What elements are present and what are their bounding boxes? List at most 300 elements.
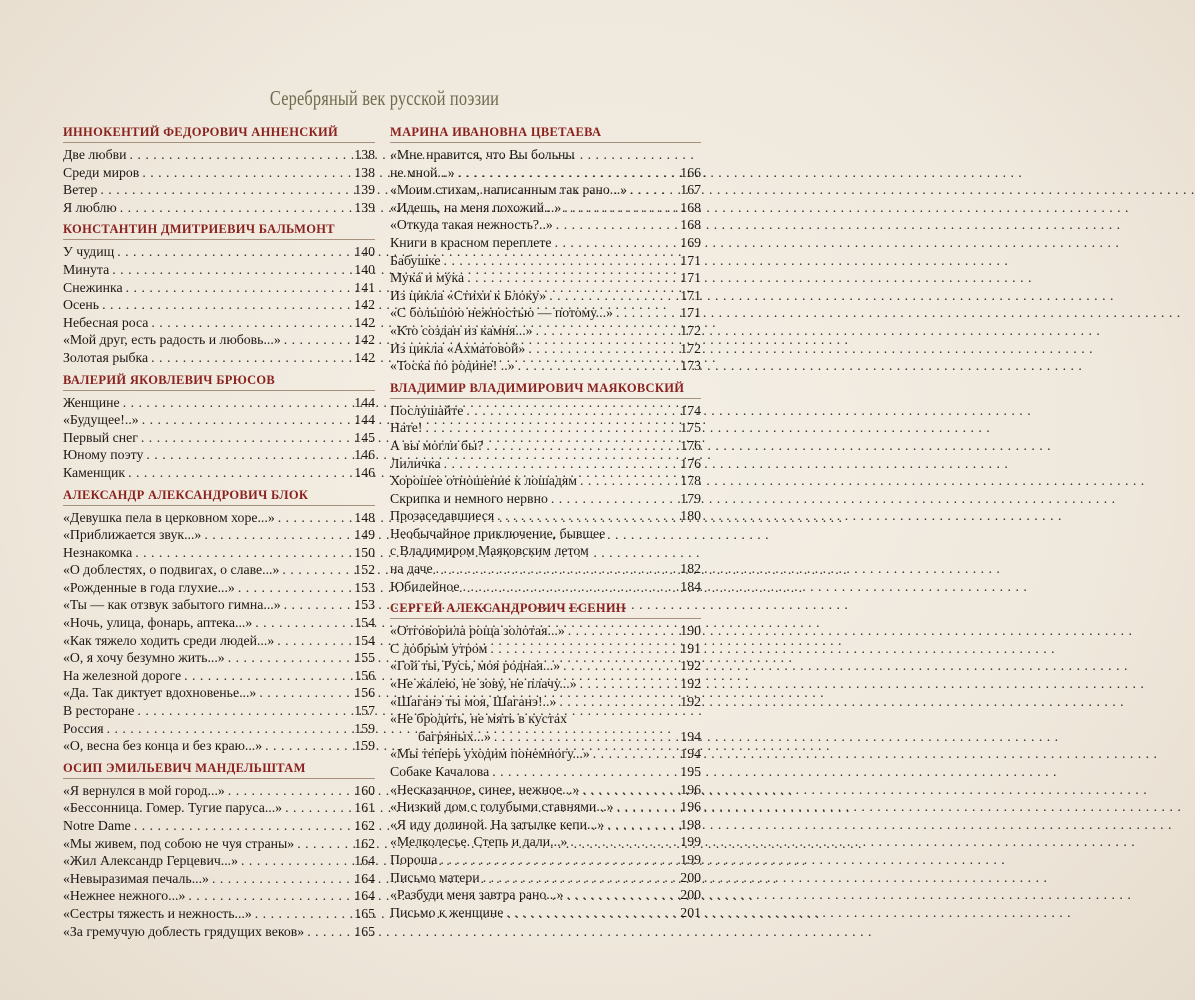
toc-entry[interactable] (390, 455, 701, 473)
page-number: 192 (680, 658, 701, 674)
toc-entry[interactable] (390, 833, 701, 851)
entry-title: Первый снег (63, 429, 138, 445)
page-number: 192 (680, 693, 701, 709)
entry-title: Мукá и мýка (390, 270, 465, 286)
page-number: 200 (680, 887, 701, 903)
page-number: 175 (680, 420, 701, 436)
page-number: 142 (354, 332, 375, 348)
toc-entry[interactable] (390, 781, 701, 799)
dot-leader (112, 261, 351, 279)
dot-leader (307, 923, 351, 941)
toc-entry[interactable] (63, 279, 375, 297)
dot-leader (297, 835, 351, 853)
right-column (390, 125, 701, 921)
toc-entry[interactable] (63, 614, 375, 632)
entry-title: Собаке Качалова (390, 764, 490, 779)
entry-title: Прозаседавшиеся (390, 508, 495, 524)
entry-title: «Откуда такая нежность?..» (390, 217, 553, 233)
entry-title: Лиличка (390, 455, 441, 471)
entry-title: «Рожденные в года глухие...» (63, 579, 235, 595)
toc-entry[interactable] (63, 887, 375, 905)
entry-title: Пороша (390, 851, 438, 867)
entry-title: Послушайте (390, 402, 464, 418)
toc-entry[interactable] (390, 507, 701, 525)
toc-entry[interactable] (390, 340, 701, 358)
page-number: 191 (680, 640, 701, 656)
page-number: 161 (354, 800, 375, 816)
dot-leader (204, 526, 351, 544)
page-number: 162 (354, 835, 375, 851)
author-heading: ИННОКЕНТИЙ ФЕДОРОВИЧ АННЕНСКИЙ (63, 125, 375, 143)
entry-title: Каменщик (63, 464, 126, 480)
page-number: 156 (354, 685, 375, 701)
page-number: 142 (354, 349, 375, 365)
toc-entry[interactable] (63, 649, 375, 667)
section-mayakovsky (390, 381, 701, 596)
entry-title: Небесная роса (63, 314, 149, 330)
dot-leader (120, 199, 352, 217)
dot-leader (536, 322, 678, 340)
dot-leader (278, 509, 352, 527)
dot-leader (551, 490, 677, 508)
page-number: 173 (680, 358, 701, 374)
dot-leader (212, 870, 351, 888)
toc-entry[interactable] (63, 579, 375, 597)
entry-title: «Разбуди меня завтра рано...» (390, 887, 564, 903)
page-number: 153 (354, 597, 375, 613)
page-number: 167 (680, 182, 701, 198)
toc-entry[interactable] (390, 437, 701, 455)
toc-entry[interactable] (390, 357, 701, 375)
page-number: 146 (354, 464, 375, 480)
dot-leader (458, 164, 678, 182)
page-number: 172 (680, 322, 701, 338)
toc-entry[interactable] (390, 419, 701, 437)
page-number: 168 (680, 199, 701, 215)
page-number: 159 (354, 720, 375, 736)
page-number: 141 (354, 279, 375, 295)
toc-entry[interactable] (390, 869, 701, 887)
entry-title: не мной...» (390, 164, 455, 180)
dot-leader (444, 455, 678, 473)
entry-title: Бабушке (390, 252, 441, 268)
dot-leader (130, 146, 352, 164)
dot-leader (564, 199, 677, 217)
dot-leader (228, 649, 352, 667)
page-number: 200 (680, 869, 701, 885)
page-number: 152 (354, 562, 375, 578)
dot-leader (617, 798, 678, 816)
toc-entry[interactable] (63, 782, 375, 800)
dot-leader (142, 164, 351, 182)
toc-entry[interactable] (63, 817, 375, 835)
toc-entry[interactable] (390, 798, 701, 816)
entry-title: «Несказанное, синее, нежное...» (390, 781, 580, 797)
entry-title: «Моим стихам, написанным так рано...» (390, 182, 628, 198)
page-number: 164 (354, 888, 375, 904)
toc-entry[interactable] (63, 429, 375, 447)
page-number: 171 (680, 270, 701, 286)
entry-title: багряных...» (418, 728, 491, 744)
dot-leader (630, 181, 677, 199)
toc-entry[interactable] (63, 737, 375, 755)
dot-leader (467, 269, 677, 287)
page-number: 194 (680, 728, 701, 744)
page-number: 184 (680, 578, 701, 594)
section-annensky (63, 125, 375, 216)
entry-title: Юному поэту (63, 447, 144, 463)
page-number: 196 (680, 781, 701, 797)
toc-entry[interactable] (63, 509, 375, 527)
toc-entry[interactable] (63, 261, 375, 279)
toc-entry[interactable] (390, 640, 701, 658)
dot-leader (241, 852, 351, 870)
page-number: 178 (680, 473, 701, 489)
toc-entry[interactable] (390, 675, 701, 693)
entry-title: «Ты — как отзвук забытого гимна...» (63, 597, 281, 613)
page-number: 156 (354, 667, 375, 683)
entry-title: «Жил Александр Герцевич...» (63, 853, 239, 869)
page-number: 199 (680, 834, 701, 850)
toc-entry[interactable] (63, 164, 375, 182)
entry-title: на даче (390, 561, 433, 577)
page-number: 148 (354, 509, 375, 525)
entry-title: «О, весна без конца и без краю...» (63, 738, 263, 754)
toc-entry[interactable] (63, 146, 375, 164)
page-number: 174 (680, 402, 701, 418)
page-number: 196 (680, 799, 701, 815)
entry-title: «Приближается звук...» (63, 527, 202, 543)
dot-leader (265, 737, 351, 755)
author-heading: КОНСТАНТИН ДМИТРИЕВИЧ БАЛЬМОНТ (63, 222, 375, 240)
dot-leader (188, 887, 351, 905)
toc-entry[interactable] (63, 870, 375, 888)
page-number: 159 (354, 738, 375, 754)
toc-entry[interactable] (390, 657, 701, 675)
entry-title: «Шаганэ ты моя, Шаганэ!..» (390, 693, 557, 709)
toc-entry[interactable] (63, 181, 375, 199)
entry-title-line: «Не бродить, не мять в кустах (390, 711, 567, 727)
toc-entry[interactable] (390, 402, 701, 420)
dot-leader (556, 216, 678, 234)
toc-entry[interactable] (63, 852, 375, 870)
toc-entry[interactable] (63, 632, 375, 650)
section-esenin (390, 601, 701, 921)
page-number: 166 (680, 164, 701, 180)
entry-title: Минута (63, 261, 110, 277)
entry-title: Юбилейное (390, 578, 460, 594)
entry-title: «Я вернулся в мой город...» (63, 782, 225, 798)
entry-title: Хорошее отношение к лошадям (390, 473, 578, 489)
entry-title: «Как тяжело ходить среди людей...» (63, 632, 275, 648)
entry-title: Письмо матери (390, 869, 480, 885)
entry-title: «Невыразимая печаль...» (63, 870, 209, 886)
dot-leader (444, 252, 678, 270)
toc-entry[interactable] (390, 164, 701, 182)
toc-entry[interactable] (63, 544, 375, 562)
entry-title: Письмо к женщине (390, 904, 504, 920)
toc-entry[interactable] (63, 923, 375, 941)
toc-entry[interactable] (63, 464, 375, 482)
toc-entry[interactable] (390, 560, 701, 578)
dot-leader (277, 632, 351, 650)
entry-title: «Отговорила роща золотая...» (390, 623, 565, 639)
entry-title: На железной дороге (63, 667, 182, 683)
entry-title: С добрым утром (390, 640, 488, 656)
toc-entry[interactable] (63, 296, 375, 314)
dot-leader (126, 279, 352, 297)
toc-entry[interactable] (390, 851, 701, 869)
entry-title: Книги в красном переплете (390, 234, 552, 250)
dot-leader (490, 640, 677, 658)
toc-entry[interactable] (63, 835, 375, 853)
page-number: 179 (680, 490, 701, 506)
page-number: 154 (354, 632, 375, 648)
dot-leader (228, 782, 352, 800)
entry-title: Нате! (390, 420, 423, 436)
entry-title-line: «Мне нравится, что Вы больны (390, 147, 575, 162)
entry-title: А вы могли бы? (390, 437, 484, 453)
entry-title: «С большою нежностью — потому...» (390, 305, 613, 321)
toc-entry[interactable] (390, 472, 701, 490)
dot-leader (146, 446, 351, 464)
author-heading: МАРИНА ИВАНОВНА ЦВЕТАЕВА (390, 125, 701, 143)
entry-title: «Не жалею, не зову, не плачу...» (390, 676, 577, 692)
page-number: 142 (354, 297, 375, 313)
entry-title: «Мелколесье. Степь и дали...» (390, 834, 568, 850)
page-number: 160 (354, 782, 375, 798)
dot-leader (549, 287, 677, 305)
page-number: 153 (354, 579, 375, 595)
dot-leader (135, 544, 351, 562)
dot-leader (567, 886, 678, 904)
page-number: 171 (680, 305, 701, 321)
page-number: 180 (680, 508, 701, 524)
entry-title: «Да. Так диктует вдохновенье...» (63, 685, 257, 701)
dot-leader (255, 905, 352, 923)
entry-title: «Бессонница. Гомер. Тугие паруса...» (63, 800, 283, 816)
page-number: 192 (680, 676, 701, 692)
entry-title: Я люблю (63, 199, 117, 215)
toc-entry[interactable] (390, 252, 701, 270)
author-heading: ВАЛЕРИЙ ЯКОВЛЕВИЧ БРЮСОВ (63, 373, 375, 391)
dot-leader (141, 429, 351, 447)
toc-entry[interactable] (390, 578, 701, 596)
toc-entry[interactable] (390, 199, 701, 217)
toc-entry[interactable] (390, 886, 701, 904)
dot-leader (492, 763, 677, 781)
dot-leader (284, 331, 352, 349)
page-number: 176 (680, 437, 701, 453)
toc-entry[interactable] (63, 596, 375, 614)
toc-entry[interactable] (390, 322, 701, 340)
entry-title: «Я иду долиной. На затылке кепи...» (390, 816, 605, 832)
toc-entry[interactable] (63, 667, 375, 685)
page-number: 172 (680, 340, 701, 356)
entry-title: «Ночь, улица, фонарь, аптека...» (63, 615, 253, 631)
toc-entry[interactable] (390, 234, 701, 252)
page-number: 165 (354, 923, 375, 939)
page-number: 194 (680, 746, 701, 762)
toc-entry[interactable] (390, 763, 701, 781)
page-number: 157 (354, 703, 375, 719)
dot-leader (282, 561, 351, 579)
toc-entry[interactable] (390, 490, 701, 508)
toc-entry[interactable] (390, 745, 701, 763)
toc-entry[interactable] (63, 199, 375, 217)
page-number: 138 (354, 164, 375, 180)
page-number: 144 (354, 394, 375, 410)
dot-leader (466, 402, 677, 420)
dot-leader (463, 578, 678, 596)
toc-entry[interactable] (390, 216, 701, 234)
page-number: 165 (354, 905, 375, 921)
entry-title: «Мы теперь уходим понемногу...» (390, 746, 590, 762)
toc-entry[interactable] (390, 693, 701, 711)
page-number: 195 (680, 764, 701, 779)
page-number: 199 (680, 851, 701, 867)
dot-leader (142, 411, 352, 429)
page-number: 162 (354, 818, 375, 833)
toc-entry[interactable] (390, 269, 701, 287)
dot-leader (563, 657, 677, 675)
entry-title: «Девушка пела в церковном хоре...» (63, 509, 275, 525)
page-number: 182 (680, 561, 701, 577)
dot-leader (425, 419, 677, 437)
entry-title: Золотая рыбка (63, 349, 149, 365)
dot-leader (137, 702, 351, 720)
entry-title: «Сестры тяжесть и нежность...» (63, 905, 252, 921)
entry-title: «Кто создан из камня...» (390, 322, 533, 338)
dot-leader (528, 340, 677, 358)
dot-leader (285, 799, 351, 817)
toc-entry[interactable] (63, 411, 375, 429)
page-number: 190 (680, 623, 701, 639)
toc-entry[interactable] (390, 728, 701, 746)
page-number: 176 (680, 455, 701, 471)
page-number: 150 (354, 544, 375, 560)
dot-leader (238, 579, 351, 597)
page-number: 198 (680, 816, 701, 832)
author-heading: ОСИП ЭМИЛЬЕВИЧ МАНДЕЛЬШТАМ (63, 761, 375, 779)
dot-leader (107, 720, 352, 738)
entry-title: «Нежнее нежного...» (63, 888, 186, 904)
entry-title: «Будущее!..» (63, 412, 139, 428)
toc-entry[interactable] (390, 622, 701, 640)
toc-entry[interactable] (63, 243, 375, 261)
toc-entry[interactable] (63, 446, 375, 464)
entry-title: Ветер (63, 182, 98, 198)
dot-leader (616, 304, 677, 322)
entry-title: Женщине (63, 394, 120, 410)
entry-title: «Низкий дом с голубыми ставнями...» (390, 799, 614, 815)
page-number: 155 (354, 650, 375, 666)
dot-leader (483, 869, 678, 887)
page-number: 164 (354, 870, 375, 886)
entry-title: «Идешь, на меня похожий...» (390, 199, 562, 215)
toc-entry[interactable] (63, 720, 375, 738)
dot-leader (117, 243, 351, 261)
toc-entry[interactable] (63, 702, 375, 720)
dot-leader (100, 181, 351, 199)
dot-leader (506, 904, 677, 922)
entry-title: Россия (63, 720, 104, 736)
section-tsvetaeva (390, 125, 701, 375)
dot-leader (607, 816, 677, 834)
toc-entry[interactable] (63, 561, 375, 579)
page-number: 164 (354, 853, 375, 869)
toc-entry[interactable] (390, 181, 701, 199)
entry-title: Из цикла «Стихи к Блоку» (390, 287, 547, 303)
entry-title: «О доблестях, о подвигах, о славе...» (63, 562, 280, 578)
entry-title: Осень (63, 297, 100, 313)
page-title: Серебряный век русской поэзии (269, 86, 500, 110)
toc-entry[interactable] (390, 904, 701, 922)
entry-title: «Мы живем, под собою не чуя страны» (63, 835, 295, 851)
dot-leader (582, 781, 677, 799)
page-number: 168 (680, 217, 701, 233)
dot-leader (568, 622, 678, 640)
toc-entry[interactable] (63, 314, 375, 332)
dot-leader (284, 596, 352, 614)
toc-entry[interactable] (63, 349, 375, 367)
entry-title: Notre Dame (63, 818, 131, 833)
entry-title: «Гой ты, Русь, моя родная...» (390, 658, 561, 674)
entry-title-line: Необычайное приключение, бывшее (390, 525, 606, 541)
entry-title: «За гремучую доблесть грядущих веков» (63, 923, 305, 939)
toc-entry[interactable] (63, 799, 375, 817)
page-number: 139 (354, 199, 375, 215)
section-blok (63, 488, 375, 755)
toc-entry[interactable] (390, 304, 701, 322)
section-balmont (63, 222, 375, 366)
dot-leader (123, 394, 352, 412)
entry-title: Снежинка (63, 279, 123, 295)
entry-title: «Тоска по родине! ..» (390, 358, 515, 374)
page-number: 149 (354, 527, 375, 543)
page-number: 171 (680, 252, 701, 268)
page-number: 142 (354, 314, 375, 330)
entry-title: «Мой друг, есть радость и любовь...» (63, 332, 281, 348)
dot-leader (593, 745, 678, 763)
left-column (63, 125, 375, 940)
toc-entry[interactable] (63, 684, 375, 702)
toc-entry[interactable] (63, 905, 375, 923)
entry-title: У чудищ (63, 244, 115, 260)
entry-title: Две любви (63, 147, 127, 162)
dot-leader (559, 693, 677, 711)
dot-leader (102, 296, 351, 314)
toc-entry[interactable] (390, 287, 701, 305)
entry-title-line: с Владимиром Маяковским летом (390, 543, 589, 559)
entry-title: Из цикла «Ахматовой» (390, 340, 526, 356)
toc-entry[interactable] (63, 394, 375, 412)
dot-leader (580, 675, 678, 693)
toc-entry[interactable] (63, 526, 375, 544)
entry-title: Скрипка и немного нервно (390, 490, 548, 506)
dot-leader (151, 349, 351, 367)
dot-leader (259, 684, 351, 702)
dot-leader (494, 728, 677, 746)
page-number: 146 (354, 447, 375, 463)
page-number: 154 (354, 615, 375, 631)
page-number: 140 (354, 244, 375, 260)
toc-entry[interactable] (390, 816, 701, 834)
toc-entry[interactable] (63, 331, 375, 349)
page-number: 169 (680, 234, 701, 250)
dot-leader (555, 234, 678, 252)
dot-leader (440, 851, 677, 869)
